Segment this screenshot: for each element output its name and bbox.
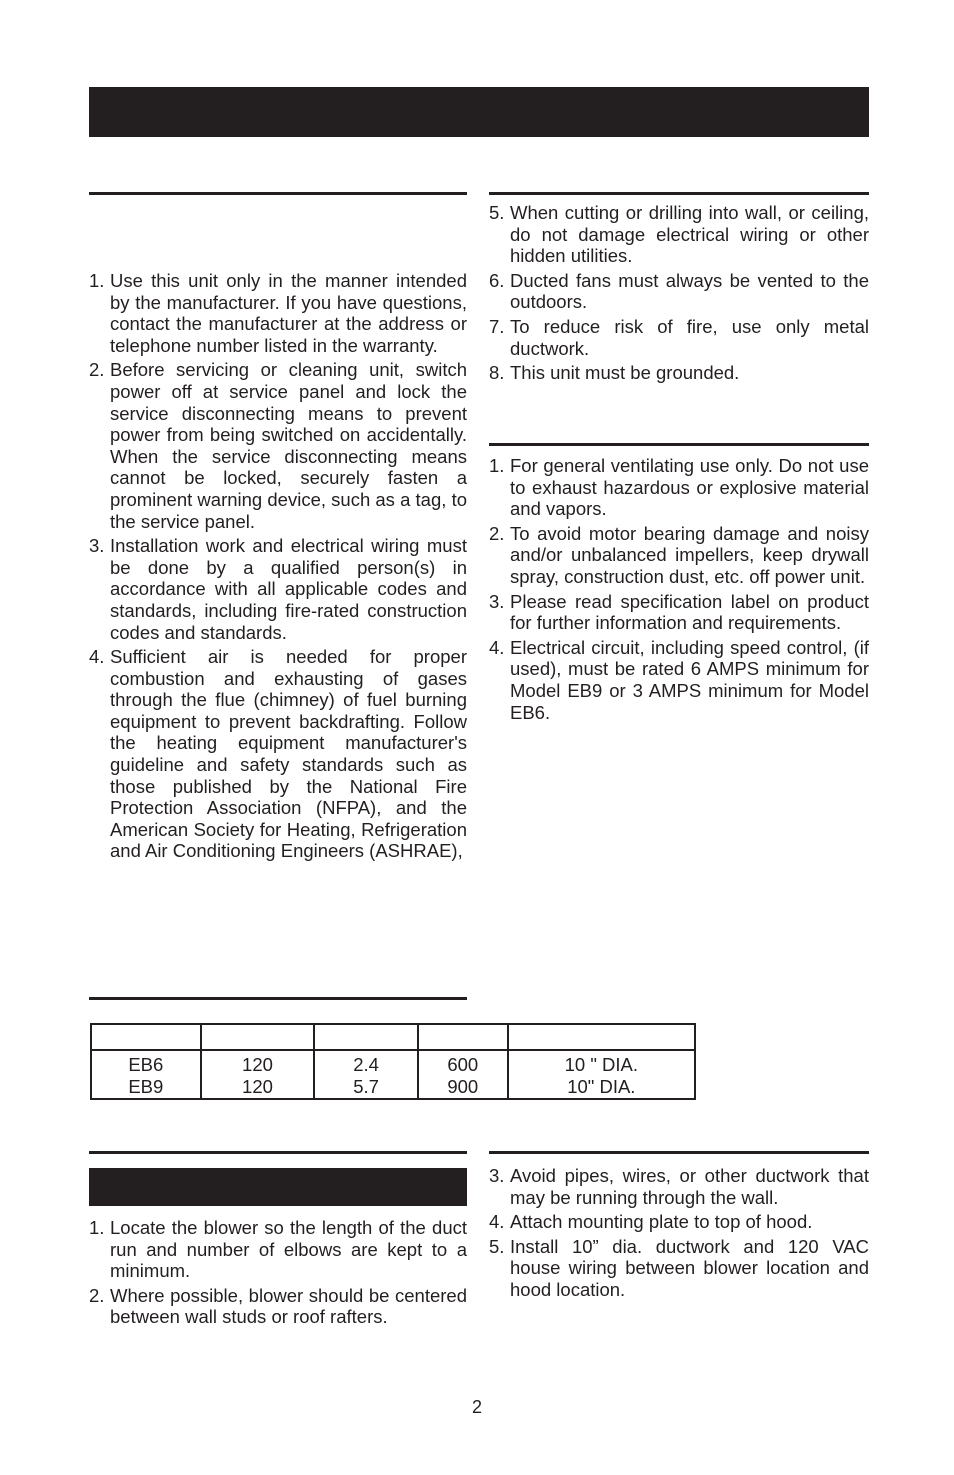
list-item: 1. For general ventilating use only. Do not use to exhaust hazardous or explosive material and vapors. (489, 455, 869, 520)
safety-list-left (89, 270, 467, 865)
install-list-left (89, 1217, 467, 1331)
list-item: 1. Locate the blower so the length of the duct run and number of elbows are kept to a minimum. (89, 1217, 467, 1282)
header-bar (89, 87, 869, 137)
page-number: 2 (471, 1397, 482, 1417)
list-item: 2. Before servicing or cleaning unit, switch power off at service panel and lock the service disconnecting means to prevent power from being switched on accidentally. When the service disconnecting means cannot be locked, securely fasten a prominent warning device, such as a tag, to the service panel. (89, 359, 467, 532)
table-header-row (91, 1024, 695, 1050)
list-item: 3. Avoid pipes, wires, or other ductwork that may be running through the wall. (489, 1165, 869, 1208)
list-item: 3. Installation work and electrical wiring must be done by a qualified person(s) in accordance with all applicable codes and standards, including fire-rated construction codes and standards. (89, 535, 467, 643)
list-item: 4. Sufficient air is needed for proper combustion and exhausting of gases through the flue (chimney) of fuel burning equipment to prevent backdrafting. Follow the heating equipment manufacturer's guideline and safety standards such as those published by the National Fire Protection Association (NFPA), and the American Society for Heating, Refrigeration and Air Conditioning Engineers (ASHRAE), (89, 646, 467, 862)
list-item: 5. Install 10” dia. ductwork and 120 VAC house wiring between blower location and hood location. (489, 1235, 869, 1300)
list-item: 7. To reduce risk of fire, use only metal ductwork. (489, 315, 869, 359)
table-cell-model: EB6 EB9 (91, 1050, 201, 1099)
table-cell-amps: 2.4 5.7 (314, 1050, 418, 1099)
list-item: 1. Use this unit only in the manner intended by the manufacturer. If you have questions, contact the manufacturer at the address or telephone number listed in the warranty. (89, 270, 467, 356)
list-item: 8. This unit must be grounded. (489, 362, 740, 384)
table-row (91, 1050, 695, 1099)
list-item: 4. Electrical circuit, including speed control, (if used), must be rated 6 AMPS minimum for Model EB9 or 3 AMPS minimum for Model EB6. (489, 636, 869, 723)
section-rule-install-left (89, 1151, 467, 1154)
list-item: 2. Where possible, blower should be centered between wall studs or roof rafters. (89, 1284, 467, 1328)
table-header-cell (508, 1024, 695, 1050)
table-header-cell (418, 1024, 508, 1050)
section-rule-caution (489, 443, 869, 446)
table-header-cell (201, 1024, 315, 1050)
table-cell-cfm: 600 900 (418, 1050, 508, 1099)
list-item: 6. Ducted fans must always be vented to the outdoors. (489, 269, 869, 313)
caution-list (489, 455, 869, 726)
section-rule-install-right (489, 1151, 869, 1154)
list-item: 2. To avoid motor bearing damage and noisy and/or unbalanced impellers, keep drywall spray, construction dust, etc. off power unit. (489, 522, 869, 587)
install-heading-bar (89, 1168, 467, 1206)
section-rule-left-top (89, 192, 467, 195)
safety-list-right (489, 202, 869, 387)
install-list-right (489, 1165, 869, 1304)
section-rule-right-top (489, 192, 869, 195)
list-item: 4. Attach mounting plate to top of hood. (489, 1211, 813, 1233)
table-cell-duct: 10 " DIA. 10" DIA. (508, 1050, 695, 1099)
list-item: 3. Please read specification label on product for further information and requirements. (489, 590, 869, 634)
specifications-table (90, 1023, 696, 1100)
table-cell-volts: 120 120 (201, 1050, 315, 1099)
table-header-cell (314, 1024, 418, 1050)
table-header-cell (91, 1024, 201, 1050)
section-rule-specs (89, 997, 467, 1000)
list-item: 5. When cutting or drilling into wall, or ceiling, do not damage electrical wiring or other hidden utilities. (489, 202, 869, 267)
